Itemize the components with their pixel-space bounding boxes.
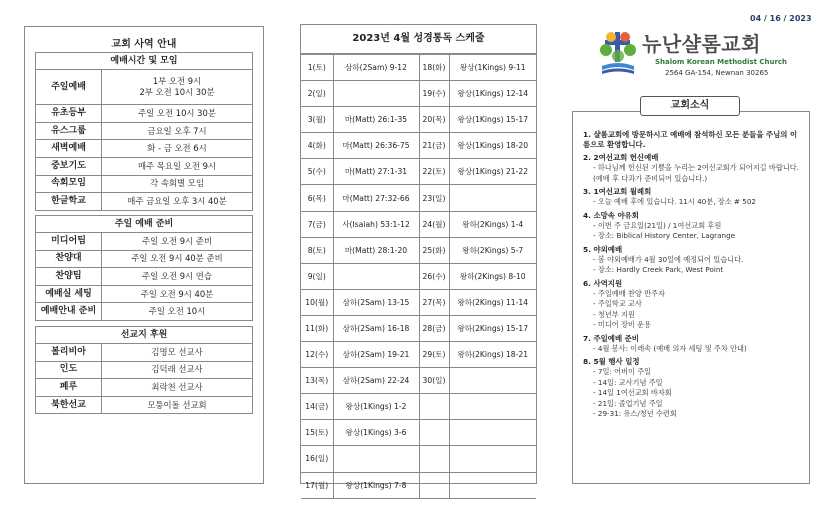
church-address: 2564 GA-154, Newnan 30265	[665, 69, 769, 77]
news-item-line: - 4월 봉사: 이레속 (예배 의자 세팅 및 주차 안내)	[593, 343, 747, 353]
schedule-day-right: 27(목)	[419, 289, 449, 315]
schedule-reading-right: 왕상(1Kings) 9-11	[449, 55, 536, 81]
schedule-reading-right	[449, 420, 536, 446]
news-item-title: 2. 2여선교회 헌신예배	[583, 153, 659, 162]
schedule-day-left: 11(화)	[301, 315, 333, 341]
schedule-reading-left	[333, 263, 419, 289]
schedule-reading-left: 마(Matt) 27:32-66	[333, 185, 419, 211]
news-item-line: - 주일학교 교사	[593, 299, 642, 308]
schedule-row	[301, 107, 536, 133]
news-item-title: 7. 주일예배 준비	[583, 333, 639, 343]
schedule-reading-left: 왕상(1Kings) 7-8	[333, 472, 419, 498]
schedule-reading-right: 왕하(2Kings) 8-10	[449, 263, 536, 289]
schedule-day-right: 18(화)	[419, 55, 449, 81]
news-item-line: - 청년부 지원	[593, 309, 635, 319]
schedule-row	[301, 237, 536, 263]
bible-reading-panel	[300, 24, 537, 490]
mission-section	[35, 326, 253, 414]
meetings-name: 유초등부	[36, 105, 102, 123]
church-name-english: Shalom Korean Methodist Church	[655, 58, 788, 66]
schedule-day-right: 29(토)	[419, 342, 449, 368]
schedule-reading-right: 왕하(2Kings) 1-4	[449, 211, 536, 237]
mission-row	[36, 396, 253, 414]
news-item-line: - 봄 야외예배가 4월 30일에 예정되어 있습니다.	[593, 254, 744, 264]
schedule-reading-left: 삼하(2Sam) 13-15	[333, 289, 419, 315]
schedule-reading-left: 삼하(2Sam) 19-21	[333, 342, 419, 368]
church-news-panel	[572, 111, 810, 484]
prep-name: 예배안내 준비	[36, 303, 102, 321]
bulletin-date: 04 / 16 / 2023	[750, 14, 812, 23]
schedule-title: 2023년 4월 성경통독 스케줄	[301, 25, 536, 54]
news-item-line: - 하나님께 헌신된 기쁨을 누리는 2여선교회가 되어지길 바랍니다. (예배 후 다과가 준비되어 있습니다.)	[593, 163, 799, 183]
mission-value: 최락천 선교사	[102, 379, 253, 397]
schedule-day-left: 13(목)	[301, 368, 333, 394]
prep-name: 찬양대	[36, 250, 102, 268]
schedule-reading-left: 왕상(1Kings) 3-6	[333, 420, 419, 446]
news-item-line: - 29-31: 유스/청년 수련회	[593, 409, 677, 418]
prep-section	[35, 215, 253, 321]
schedule-table	[301, 54, 536, 499]
schedule-row	[301, 159, 536, 185]
schedule-day-left: 7(금)	[301, 211, 333, 237]
meetings-value: 매주 목요일 오전 9시	[102, 157, 253, 175]
schedule-day-right	[419, 446, 449, 472]
news-item	[583, 153, 803, 184]
news-item-line: - 7일: 어버이 주일	[593, 367, 652, 376]
schedule-row	[301, 289, 536, 315]
schedule-day-right: 28(금)	[419, 315, 449, 341]
meetings-value: 매주 금요일 오후 3시 40분	[102, 193, 253, 211]
news-item	[583, 279, 803, 331]
news-item-line: - 이번 주 금요일(21일) / 1여선교회 후원	[593, 220, 722, 230]
schedule-reading-left: 왕상(1Kings) 1-2	[333, 394, 419, 420]
schedule-reading-left: 삼하(2Sam) 22-24	[333, 368, 419, 394]
meetings-name: 유스그룹	[36, 122, 102, 140]
news-item-title: 8. 5월 행사 일정	[583, 357, 640, 366]
church-logo-icon	[598, 28, 638, 78]
prep-value: 주일 오전 9시 준비	[102, 233, 253, 251]
schedule-reading-left: 삼하(2Sam) 16-18	[333, 315, 419, 341]
news-item-line: - 장소: Biblical History Center, Lagrange	[593, 231, 736, 240]
news-item-line: - 주일예배 찬양 반주자	[593, 288, 665, 298]
schedule-reading-right	[449, 472, 536, 498]
ministry-guide-panel	[24, 26, 264, 484]
meetings-value: 화 - 금 오전 6시	[102, 140, 253, 158]
news-item-title: 4. 소망속 야유회	[583, 210, 639, 220]
news-item-line: - 21일: 졸업기념 주일	[593, 398, 663, 408]
schedule-reading-right: 왕하(2Kings) 11-14	[449, 289, 536, 315]
prep-name: 예배실 세팅	[36, 285, 102, 303]
schedule-row	[301, 81, 536, 107]
schedule-reading-right	[449, 394, 536, 420]
prep-name: 찬양팀	[36, 268, 102, 286]
meetings-table	[35, 52, 253, 211]
schedule-day-right: 21(금)	[419, 133, 449, 159]
mission-name: 페루	[36, 379, 102, 397]
prep-row	[36, 250, 253, 268]
news-item	[583, 211, 803, 242]
meetings-row	[36, 140, 253, 158]
meetings-row	[36, 105, 253, 123]
schedule-reading-left: 사(Isaiah) 53:1-12	[333, 211, 419, 237]
mission-table	[35, 326, 253, 414]
prep-row	[36, 303, 253, 321]
news-item-line: - 미디어 장비 운용	[593, 320, 652, 329]
news-item	[583, 245, 803, 276]
schedule-row	[301, 263, 536, 289]
meetings-row	[36, 157, 253, 175]
mission-name: 북한선교	[36, 396, 102, 414]
schedule-row	[301, 55, 536, 81]
mission-name: 인도	[36, 361, 102, 379]
meetings-name: 속회모임	[36, 175, 102, 193]
schedule-day-right: 26(수)	[419, 263, 449, 289]
prep-value: 주일 오전 9시 40분	[102, 285, 253, 303]
mission-row	[36, 344, 253, 362]
schedule-day-left: 17(월)	[301, 472, 333, 498]
schedule-day-right: 25(화)	[419, 237, 449, 263]
schedule-day-left: 14(금)	[301, 394, 333, 420]
mission-row	[36, 361, 253, 379]
news-item-title: 3. 1여선교회 월례회	[583, 187, 652, 196]
meetings-row	[36, 122, 253, 140]
news-list	[583, 130, 803, 423]
schedule-reading-left: 마(Matt) 26:36-75	[333, 133, 419, 159]
meetings-row	[36, 193, 253, 211]
news-item	[583, 130, 803, 150]
schedule-reading-right: 왕상(1Kings) 18-20	[449, 133, 536, 159]
meetings-row	[36, 175, 253, 193]
schedule-row	[301, 133, 536, 159]
prep-row	[36, 268, 253, 286]
news-item	[583, 357, 803, 420]
mission-name: 볼리비아	[36, 344, 102, 362]
schedule-reading-right	[449, 368, 536, 394]
schedule-row	[301, 420, 536, 446]
schedule-day-left: 12(수)	[301, 342, 333, 368]
schedule-reading-right: 왕하(2Kings) 5-7	[449, 237, 536, 263]
mission-header: 선교지 후원	[36, 327, 253, 344]
prep-name: 미디어팀	[36, 233, 102, 251]
schedule-day-left: 3(월)	[301, 107, 333, 133]
schedule-day-right	[419, 420, 449, 446]
meetings-header: 예배시간 및 모임	[36, 53, 253, 70]
news-item-title: 1. 샬롬교회에 방문하시고 예배에 참석하신 모든 분들을 주님의 이름으로 환영합니다.	[583, 130, 798, 149]
prep-value: 주일 오전 9시 40분 준비	[102, 250, 253, 268]
mission-value: 모퉁이돌 선교회	[102, 396, 253, 414]
schedule-day-left: 10(월)	[301, 289, 333, 315]
schedule-day-left: 5(수)	[301, 159, 333, 185]
meetings-name: 새벽예배	[36, 140, 102, 158]
ministry-guide-title: 교회 사역 안내	[111, 39, 177, 50]
schedule-reading-left: 마(Matt) 28:1-20	[333, 237, 419, 263]
meetings-value: 1부 오전 9시 2부 오전 10시 30분	[102, 70, 253, 105]
schedule-day-right	[419, 472, 449, 498]
news-item-line: - 장소: Hardly Creek Park, West Point	[593, 265, 724, 274]
schedule-day-right: 23(일)	[419, 185, 449, 211]
schedule-day-right: 20(목)	[419, 107, 449, 133]
prep-row	[36, 233, 253, 251]
schedule-day-left: 9(일)	[301, 263, 333, 289]
schedule-day-left: 16(일)	[301, 446, 333, 472]
prep-value: 주일 오전 9시 연습	[102, 268, 253, 286]
schedule-reading-right: 왕하(2Kings) 18-21	[449, 342, 536, 368]
schedule-reading-left: 마(Matt) 27:1-31	[333, 159, 419, 185]
meetings-name: 중보기도	[36, 157, 102, 175]
schedule-day-left: 8(토)	[301, 237, 333, 263]
schedule-day-left: 15(토)	[301, 420, 333, 446]
schedule-day-right: 30(일)	[419, 368, 449, 394]
schedule-reading-left: 마(Matt) 26:1-35	[333, 107, 419, 133]
prep-row	[36, 285, 253, 303]
schedule-reading-right: 왕상(1Kings) 15-17	[449, 107, 536, 133]
news-item-title: 6. 사역지원	[583, 278, 623, 288]
church-name: 뉴난샬롬교회	[642, 32, 761, 56]
mission-value: 김명모 선교사	[102, 344, 253, 362]
schedule-reading-left	[333, 446, 419, 472]
schedule-row	[301, 315, 536, 341]
schedule-day-left: 6(목)	[301, 185, 333, 211]
news-item-title: 5. 야외예배	[583, 244, 623, 254]
schedule-day-left: 2(일)	[301, 81, 333, 107]
schedule-day-right: 19(수)	[419, 81, 449, 107]
news-item-line: - 14일: 교사기념 주일	[593, 377, 663, 387]
meetings-value: 금요일 오후 7시	[102, 122, 253, 140]
schedule-reading-right: 왕상(1Kings) 21-22	[449, 159, 536, 185]
schedule-row	[301, 368, 536, 394]
schedule-day-right: 24(월)	[419, 211, 449, 237]
schedule-row	[301, 472, 536, 498]
news-item-line: - 14일 1여선교회 바자회	[593, 388, 672, 397]
schedule-day-left: 1(토)	[301, 55, 333, 81]
meetings-section	[35, 52, 253, 211]
schedule-row	[301, 211, 536, 237]
news-item	[583, 187, 803, 208]
news-item	[583, 334, 803, 355]
schedule-reading-right	[449, 446, 536, 472]
meetings-value: 각 속회별 모임	[102, 175, 253, 193]
schedule-row	[301, 185, 536, 211]
schedule-reading-right	[449, 185, 536, 211]
schedule-day-right: 22(토)	[419, 159, 449, 185]
schedule-day-right	[419, 394, 449, 420]
schedule-row	[301, 446, 536, 472]
schedule-day-left: 4(화)	[301, 133, 333, 159]
prep-header: 주일 예배 준비	[36, 216, 253, 233]
meetings-name: 한글학교	[36, 193, 102, 211]
news-item-line: - 오늘 예배 후에 있습니다. 11시 40분, 장소 # 502	[593, 197, 756, 206]
prep-value: 주일 오전 10시	[102, 303, 253, 321]
meetings-name: 주일예배	[36, 70, 102, 105]
schedule-reading-right: 왕상(1Kings) 12-14	[449, 81, 536, 107]
mission-value: 김덕래 선교사	[102, 361, 253, 379]
mission-row	[36, 379, 253, 397]
meetings-value: 주일 오전 10시 30분	[102, 105, 253, 123]
schedule-row	[301, 342, 536, 368]
meetings-row	[36, 70, 253, 105]
news-title: 교회소식	[640, 96, 740, 116]
schedule-reading-left	[333, 81, 419, 107]
schedule-reading-right: 왕하(2Kings) 15-17	[449, 315, 536, 341]
schedule-reading-left: 삼하(2Sam) 9-12	[333, 55, 419, 81]
prep-table	[35, 215, 253, 321]
schedule-row	[301, 394, 536, 420]
